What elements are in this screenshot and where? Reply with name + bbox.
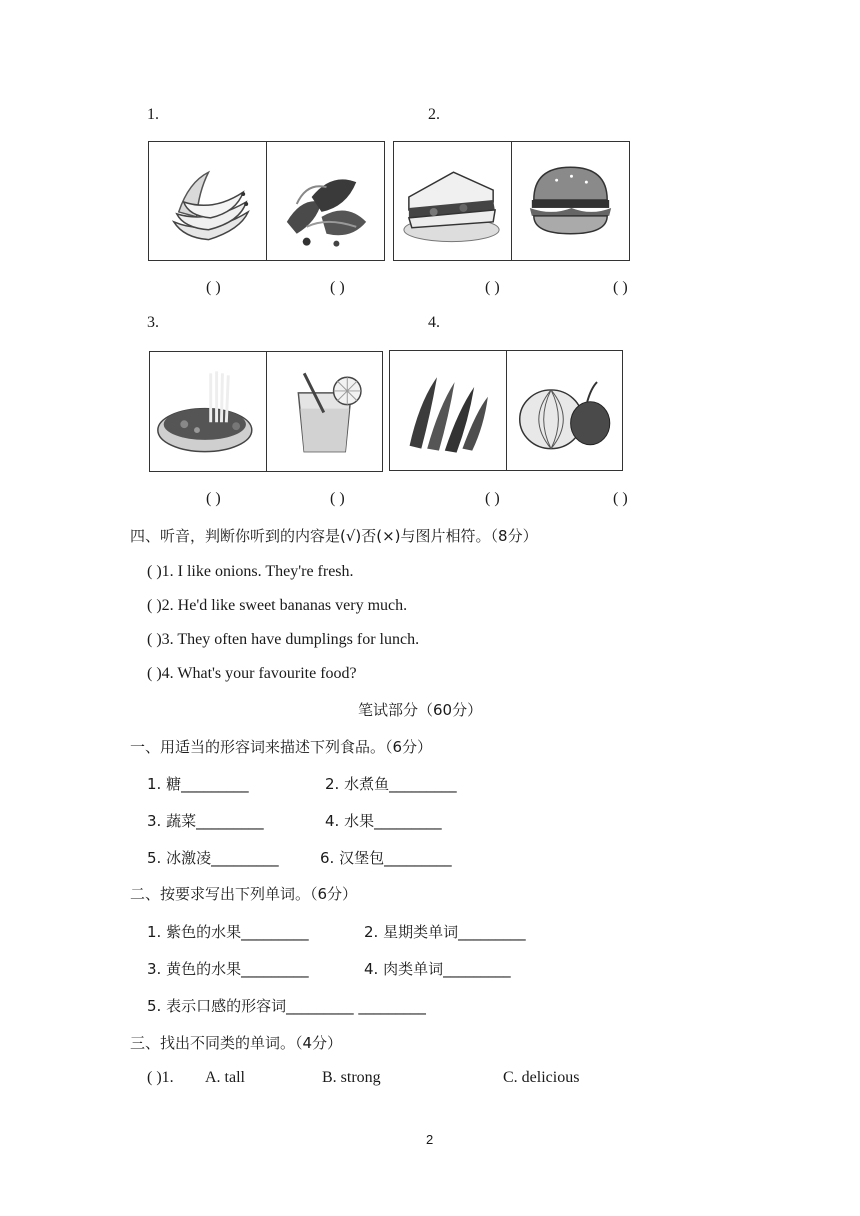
fill-item-2-3[interactable]: 3. 黄色的水果_________ — [147, 960, 309, 978]
question-number: 1. — [161, 1069, 174, 1086]
picture-pair-2 — [393, 141, 630, 261]
picture-pair-3 — [149, 351, 383, 472]
noodles-icon — [150, 352, 266, 471]
question-text: 2. He'd like sweet bananas very much. — [161, 597, 408, 614]
fill-item-1-1[interactable]: 1. 糖_________ — [147, 775, 249, 793]
choice-item-1 — [147, 1068, 174, 1088]
fill-item-2-1[interactable]: 1. 紫色的水果_________ — [147, 923, 309, 941]
answer-bracket-4b[interactable]: ( ) — [613, 490, 628, 507]
answer-bracket[interactable]: ( ) — [147, 1069, 162, 1086]
picture-number-2: 2. — [428, 106, 440, 123]
answer-bracket-2a[interactable]: ( ) — [485, 279, 500, 296]
written-part-title: 笔试部分（60分） — [358, 701, 483, 719]
fill-item-2-4[interactable]: 4. 肉类单词_________ — [364, 960, 511, 978]
leafy-vegetables-icon — [266, 142, 384, 260]
sandwich-icon — [394, 142, 511, 260]
fill-item-1-4[interactable]: 4. 水果_________ — [325, 812, 442, 830]
choice-option-c: C. delicious — [503, 1069, 580, 1086]
fill-item-2-2[interactable]: 2. 星期类单词_________ — [364, 923, 526, 941]
section-4-title: 四、听音，判断你听到的内容是(√)否(×)与图片相符。（8分） — [130, 527, 538, 545]
picture-number-1: 1. — [147, 106, 159, 123]
choice-option-b: B. strong — [322, 1069, 381, 1086]
page-number: 2 — [426, 1132, 434, 1147]
judge-item-3 — [147, 630, 419, 650]
judge-item-2 — [147, 596, 407, 616]
picture-number-4: 4. — [428, 314, 440, 331]
fill-item-1-3[interactable]: 3. 蔬菜_________ — [147, 812, 264, 830]
question-text: 3. They often have dumplings for lunch. — [161, 631, 420, 648]
lemon-juice-icon — [266, 352, 383, 471]
fill-item-1-6[interactable]: 6. 汉堡包_________ — [320, 849, 452, 867]
hamburger-icon — [511, 142, 629, 260]
answer-bracket[interactable]: ( ) — [147, 597, 162, 614]
answer-bracket[interactable]: ( ) — [147, 631, 162, 648]
fill-item-1-5[interactable]: 5. 冰激凌_________ — [147, 849, 279, 867]
judge-item-1 — [147, 562, 354, 582]
answer-bracket-4a[interactable]: ( ) — [485, 490, 500, 507]
answer-bracket[interactable]: ( ) — [147, 665, 162, 682]
answer-bracket-3b[interactable]: ( ) — [330, 490, 345, 507]
part-3-title: 三、找出不同类的单词。（4分） — [130, 1034, 343, 1052]
question-text: 1. I like onions. They're fresh. — [161, 563, 354, 580]
part-2-title: 二、按要求写出下列单词。（6分） — [130, 885, 358, 903]
answer-bracket-1b[interactable]: ( ) — [330, 279, 345, 296]
answer-bracket-2b[interactable]: ( ) — [613, 279, 628, 296]
picture-pair-4 — [389, 350, 623, 471]
green-beans-icon — [390, 351, 506, 470]
answer-bracket[interactable]: ( ) — [147, 563, 162, 580]
onions-icon — [506, 351, 623, 470]
judge-item-4 — [147, 664, 357, 684]
picture-pair-1 — [148, 141, 385, 261]
choice-option-a: A. tall — [205, 1069, 245, 1086]
bananas-icon — [149, 142, 266, 260]
question-text: 4. What's your favourite food? — [161, 665, 357, 682]
part-1-title: 一、用适当的形容词来描述下列食品。（6分） — [130, 738, 433, 756]
answer-bracket-1a[interactable]: ( ) — [206, 279, 221, 296]
fill-item-2-5[interactable]: 5. 表示口感的形容词_________ _________ — [147, 997, 426, 1015]
picture-number-3: 3. — [147, 314, 159, 331]
fill-item-1-2[interactable]: 2. 水煮鱼_________ — [325, 775, 457, 793]
answer-bracket-3a[interactable]: ( ) — [206, 490, 221, 507]
